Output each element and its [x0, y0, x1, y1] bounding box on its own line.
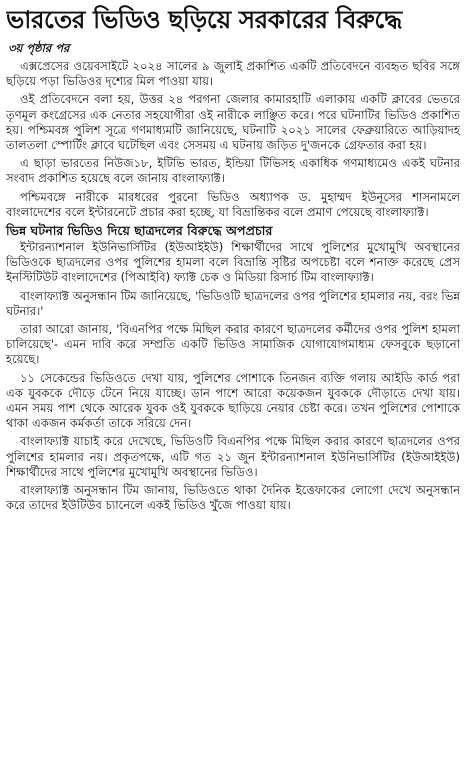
paragraph: পশ্চিমবঙ্গে নারীকে মারধরের পুরনো ভিডিও অধ্যাপক ড. মুহাম্মদ ইউনূসের শাসনামলে বাংলাদেশের বলে ইন্টারনেটে প্রচার করা হচ্ছে, যা বিভ্রান্তিকর বলে প্রমাণ পেয়েছে বাংলাফ্যাক্ট। [6, 189, 460, 219]
paragraph: এ ছাড়া ভারতের নিউজ১৮, ইটিভি ভারত, ইন্ডিয়া টিভিসহ একাধিক গণমাধ্যমেও একই ঘটনার সংবাদ প্রকাশিত হয়েছে বলে জানায় বাংলাফ্যাক্ট। [6, 156, 460, 186]
article-body-bottom [6, 240, 460, 513]
paragraph: বাংলাফ্যাক্ট অনুসন্ধান টিম জানিয়েছে, 'ভিডিওটি ছাত্রদলের ওপর পুলিশের হামলার নয়, বরং ভিন্ন ঘটনার।' [6, 288, 460, 318]
article-body-top [6, 59, 460, 220]
continuation-note: ৩য় পৃষ্ঠার পর [8, 41, 70, 55]
paragraph: এক্সপ্রেসের ওয়েবসাইটে ২০২৪ সালের ৯ জুলাই প্রকাশিত একটি প্রতিবেদনে ব্যবহৃত ছবির সঙ্গে ছড়িয়ে পড়া ভিডিওর দৃশ্যের মিল পাওয়া যায়। [6, 59, 460, 89]
paragraph: তারা আরো জানায়, 'বিএনপির পক্ষে মিছিল করার কারণে ছাত্রদলের কর্মীদের ওপর পুলিশ হামলা চালিয়েছে'- এমন দাবি করে সম্প্রতি একটি ভিডিও সামাজিক যোগাযোগমাধ্যম ফেসবুকে ছড়ানো হয়েছে। [6, 322, 460, 367]
paragraph: বাংলাফ্যাক্ট যাচাই করে দেখেছে, ভিডিওটি বিএনপির পক্ষে মিছিল করার কারণে ছাত্রদলের ওপর পুলিশের হামলার নয়। প্রকৃতপক্ষে, এটি গত ২১ জুন ইন্টারন্যাশনাল ইউনিভার্সিটির (ইউআইইউ) শিক্ষার্থীদের সাথে পুলিশের মুখোমুখি অবস্থানের ভিডিও। [6, 434, 460, 479]
paragraph: ওই প্রতিবেদনে বলা হয়, উত্তর ২৪ পরগনা জেলার কামারহাটি এলাকায় একটি ক্লাবের ভেতরে তৃণমূল কংগ্রেসের এক নেতার সহযোগীরা ওই নারীকে লাঞ্ছিত করে। পরে ঘটনাটির ভিডিও প্রকাশিত হয়। পশ্চিমবঙ্গ পুলিশ সূত্রে গণমাধ্যমটি জানিয়েছে, ঘটনাটি ২০২১ সালের ফেব্রুয়ারিতে আড়িয়াদহ তালতলা স্পোর্টিং ক্লাবে ঘটেছিল এবং সেসময় এ ঘটনায় জড়িত দু'জনকে গ্রেফতার করা হয়। [6, 92, 460, 153]
headline: ভারতের ভিডিও ছড়িয়ে সরকারের বিরুদ্ধে [6, 5, 402, 34]
paragraph: ১১ সেকেন্ডের ভিডিওতে দেখা যায়, পুলিশের পোশাকে তিনজন ব্যক্তি গলায় আইডি কার্ড পরা এক যুবককে দৌড়ে টেনে নিয়ে যাচ্ছে। ডান পাশে আরো কয়েকজন যুবককে দৌড়াতে দেখা যায়। এমন সময় পাশ থেকে আরেক যুবক ওই যুবককে ছাড়িয়ে নেয়ার চেষ্টা করে। তখন পুলিশের পোশাকে থাকা একজন কর্মকর্তা তাকে সরিয়ে দেন। [6, 370, 460, 431]
paragraph: ইন্টারন্যাশনাল ইউনিভার্সিটির (ইউআইইউ) শিক্ষার্থীদের সাথে পুলিশের মুখোমুখি অবস্থানের ভিডিওকে ছাত্রদলের ওপর পুলিশের হামলা বলে বিভ্রান্তি সৃষ্টির অপচেষ্টা বলে শনাক্ত করেছে প্রেস ইনস্টিটিউট বাংলাদেশের (পিআইবি) ফ্যাক্ট চেক ও মিডিয়া রিসার্চ টিম বাংলাফ্যাক্ট। [6, 240, 461, 285]
subheading: ভিন্ন ঘটনার ভিডিও দিয়ে ছাত্রদলের বিরুদ্ধে অপপ্রচার [6, 223, 273, 239]
paragraph: বাংলাফ্যাক্ট অনুসন্ধান টিম জানায়, ভিডিওতে থাকা দৈনিক ইত্তেফাকের লোগো দেখে অনুসন্ধান করে তাদের ইউটিউব চ্যানেলে একই ভিডিও খুঁজে পাওয়া যায়। [6, 483, 460, 513]
